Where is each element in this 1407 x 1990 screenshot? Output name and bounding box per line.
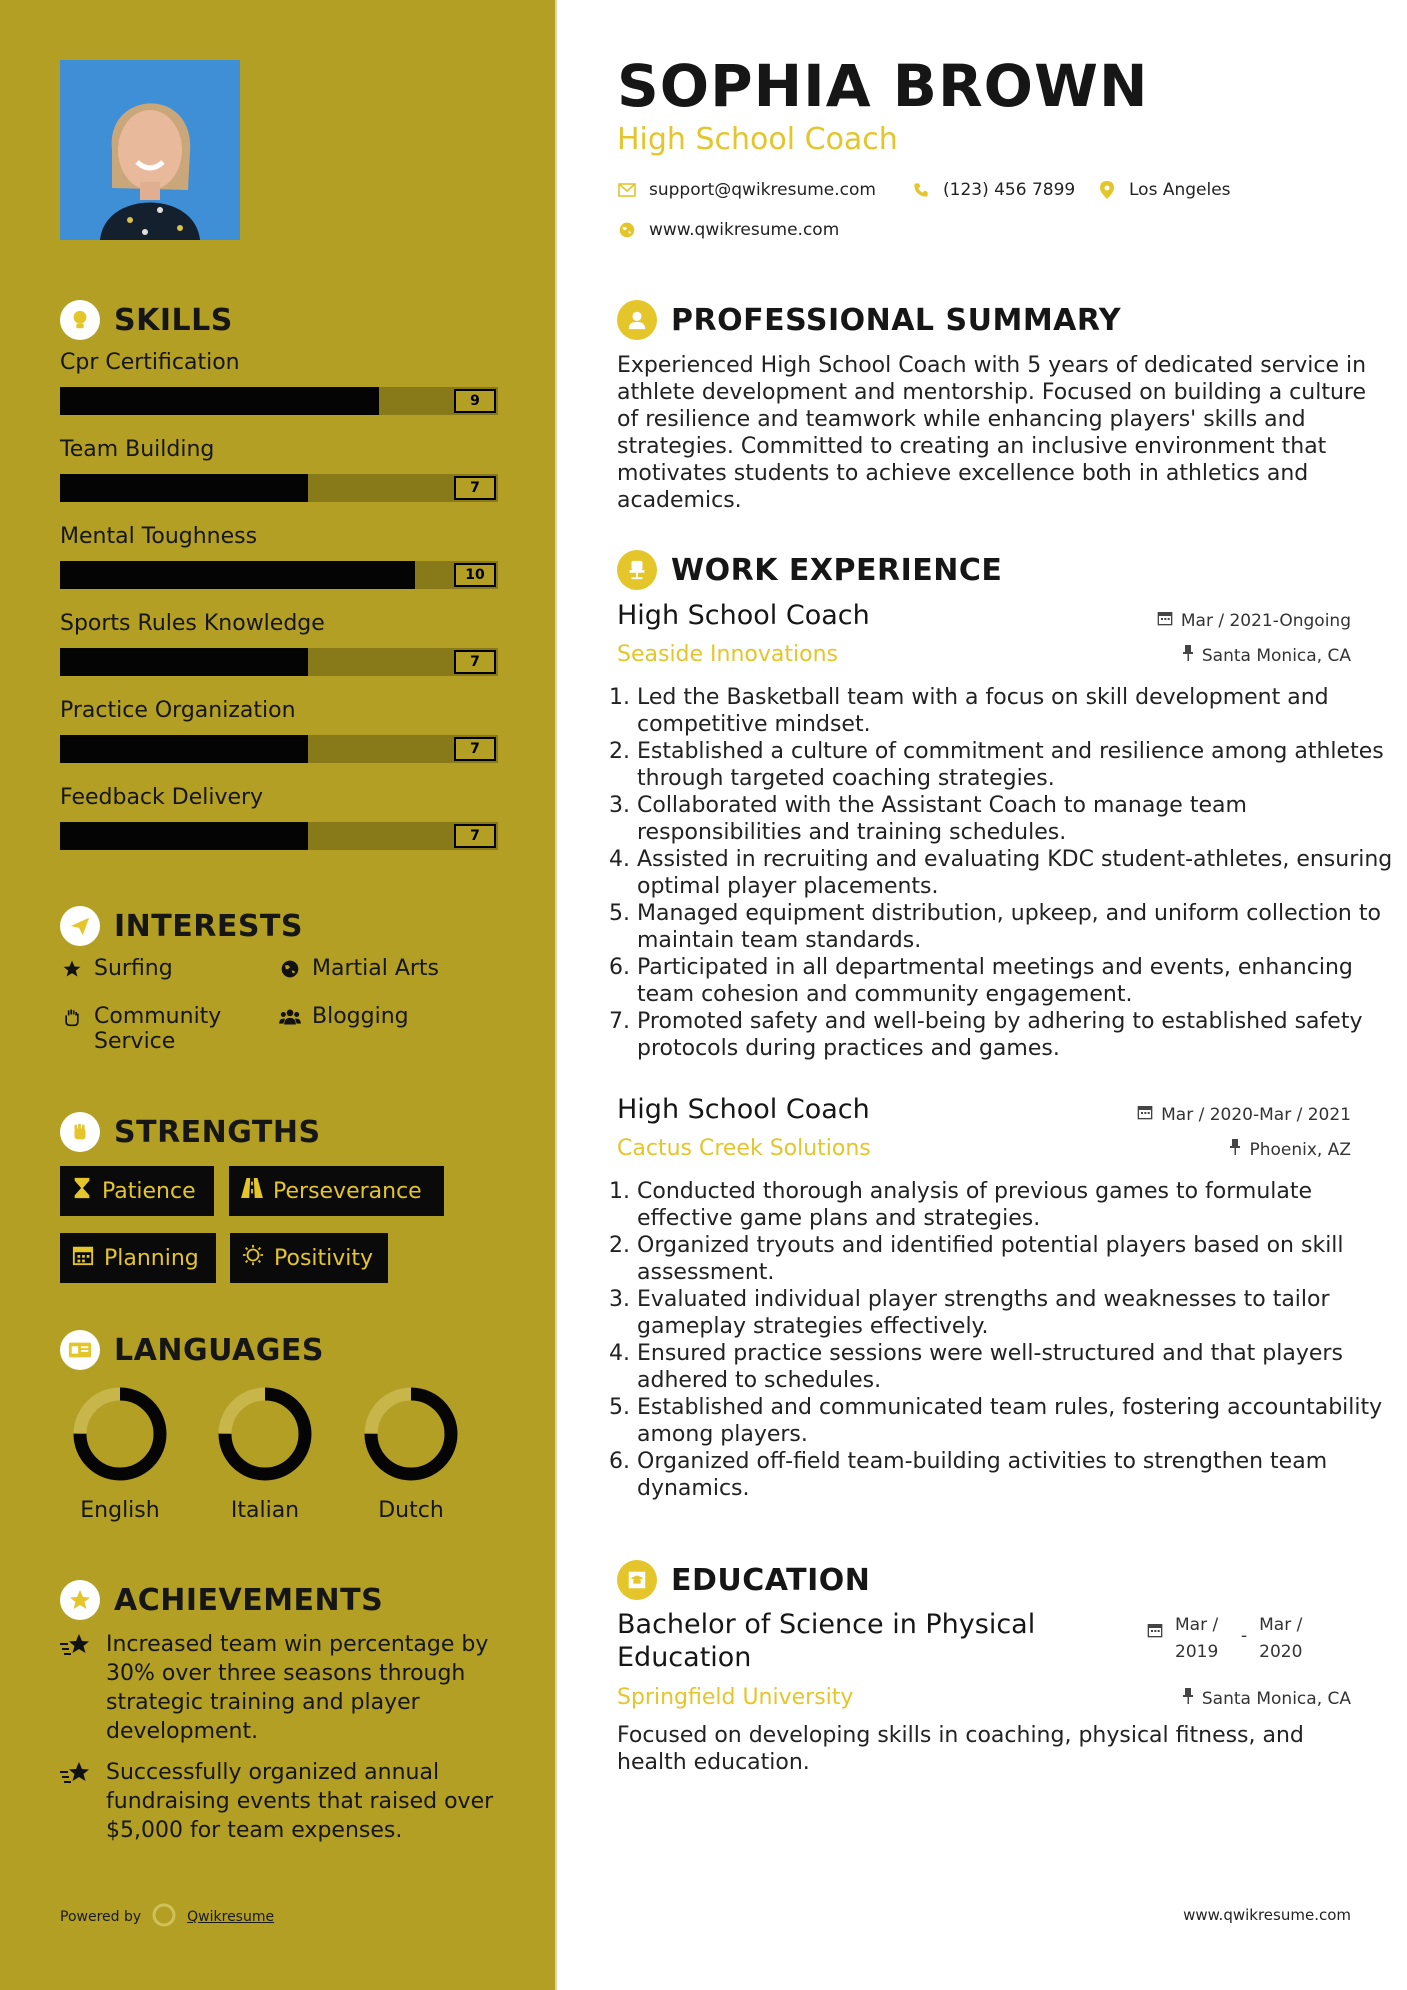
job-dates [1157,610,1351,631]
language-label: Italian [230,1498,300,1523]
achievement-text: Increased team win percentage by 30% over three seasons through strategic training and player development. [106,1632,489,1744]
paper-plane-icon [60,906,100,946]
section-title: INTERESTS [114,908,303,944]
language-item [346,1384,476,1523]
skill-label: Cpr Certification [60,350,240,375]
qwikresume-logo-icon [151,1902,177,1932]
email-text: support@qwikresume.com [649,180,876,200]
phone-text: (123) 456 7899 [943,180,1076,200]
users-icon [278,1004,302,1029]
job-bullet: 6. Organized off-field team-building activities to strengthen team dynamics. [637,1448,1407,1502]
skill-label: Mental Toughness [60,524,258,549]
strength-label: Positivity [274,1245,374,1271]
user-icon [617,300,657,340]
globe-icon [278,956,302,981]
date-separator: - [1241,1626,1248,1646]
calendar-icon [1147,1612,1163,1666]
strength-chip [229,1166,444,1216]
sidebar [0,0,557,1990]
powered-by-label: Powered by [60,1909,142,1925]
interest-label: Surfing [94,956,173,981]
achievements-heading [60,1580,383,1620]
education-dates [1147,1612,1313,1666]
skill-item [60,524,500,589]
job-bullet: 7. Promoted safety and well-being by adhering to established safety protocols during practices and games. [637,1008,1407,1062]
job-bullets [617,684,1407,1062]
section-title: WORK EXPERIENCE [671,552,1003,588]
skill-item [60,698,500,763]
calendar-icon [1137,1104,1153,1125]
skill-item [60,350,500,415]
skill-level: 10 [454,563,496,587]
section-title: ACHIEVEMENTS [114,1582,384,1618]
degree-title: Bachelor of Science in Physical Education [617,1609,1036,1673]
pin-icon [1182,1688,1194,1709]
education-end: Mar / 2020 [1259,1615,1303,1662]
lightbulb-icon [60,300,100,340]
job-bullets [617,1178,1407,1502]
skill-item [60,437,500,502]
strength-label: Perseverance [273,1178,422,1204]
skill-level: 7 [454,824,496,848]
skill-level: 7 [454,737,496,761]
job-location-text: Santa Monica, CA [1201,645,1351,666]
job-dates [1137,1104,1351,1125]
job-bullet: 2. Organized tryouts and identified potential players based on skill assessment. [637,1232,1407,1286]
calendar-icon [72,1244,94,1272]
skills-heading [60,300,233,340]
strength-chip [60,1233,216,1283]
language-label: English [80,1498,160,1523]
interest-label: Martial Arts [312,956,440,981]
education-description: Focused on developing skills in coaching, physical fitness, and health education. [617,1723,1304,1775]
skill-label: Team Building [60,437,215,462]
language-item [55,1384,185,1523]
interest-item [60,1004,250,1054]
section-title: EDUCATION [671,1562,871,1598]
skill-bar [60,474,498,502]
language-label: Dutch [378,1498,444,1523]
contact-phone[interactable] [911,180,1075,200]
job-dates-text: Mar / 2021-Ongoing [1180,610,1351,631]
candidate-role: High School Coach [617,122,898,157]
job-bullet: 2. Established a culture of commitment and resilience among athletes through targeted coaching strategies. [637,738,1407,792]
interest-item [278,956,439,981]
skill-label: Feedback Delivery [60,785,264,810]
skill-bar [60,561,498,589]
achievement-item [60,1630,510,1746]
website-text: www.qwikresume.com [649,220,840,240]
job-bullet: 5. Established and communicated team rules, fostering accountability among players. [637,1394,1407,1448]
graduation-icon [617,1560,657,1600]
job-bullet: 1. Conducted thorough analysis of previous games to formulate effective game plans and strategies. [637,1178,1407,1232]
hand-icon [60,1004,84,1054]
office-chair-icon [617,550,657,590]
map-pin-icon [1097,181,1117,199]
pin-icon [1229,1139,1241,1160]
phone-icon [911,182,931,198]
job-bullet: 6. Participated in all departmental meetings and events, enhancing team cohesion and community engagement. [637,954,1407,1008]
skill-label: Sports Rules Knowledge [60,611,325,636]
shooting-star-icon [60,1630,94,1746]
job-location [1182,645,1351,666]
section-title: STRENGTHS [114,1114,321,1150]
shooting-star-icon [60,1758,94,1845]
section-title: LANGUAGES [114,1332,324,1368]
education-heading [617,1560,870,1600]
contact-location [1097,180,1231,200]
skill-bar-fill [60,648,308,676]
language-donut [215,1384,315,1484]
work-heading [617,550,1002,590]
skill-level: 7 [454,476,496,500]
strength-label: Planning [104,1245,199,1271]
skill-bar-fill [60,561,415,589]
interests-heading [60,906,303,946]
envelope-icon [617,183,637,197]
sun-icon [242,1244,264,1272]
skill-bar-fill [60,735,308,763]
interest-item [278,1004,409,1029]
strength-chip [230,1233,388,1283]
candidate-name: SOPHIA BROWN [617,52,1149,120]
brand-link[interactable]: Qwikresume [187,1909,275,1925]
footer-url[interactable]: www.qwikresume.com [1183,1906,1351,1924]
section-title: PROFESSIONAL SUMMARY [671,302,1122,338]
powered-by [60,1902,274,1932]
language-donut [70,1384,170,1484]
skill-label: Practice Organization [60,698,296,723]
education-location [1182,1688,1351,1709]
achievement-item [60,1758,510,1845]
job-bullet: 4. Ensured practice sessions were well-structured and that players adhered to schedules. [637,1340,1407,1394]
strengths-heading [60,1112,321,1152]
job-bullet: 5. Managed equipment distribution, upkeep, and uniform collection to maintain team standards. [637,900,1407,954]
section-title: SKILLS [114,302,233,338]
interest-item [60,956,173,981]
hourglass-icon [72,1177,92,1205]
job-bullet: 3. Evaluated individual player strengths and weaknesses to tailor gameplay strategies effectively. [637,1286,1407,1340]
job-title: High School Coach [617,600,870,631]
skill-bar [60,735,498,763]
summary-text: Experienced High School Coach with 5 years of dedicated service in athlete development and mentorship. Focused on building a culture of resilience and teamwork while enhancing players' skills and strategies. Committed to creating an inclusive environment that motivates students to achieve excellence both in athletics and academics. [617,353,1367,513]
skill-bar-fill [60,387,379,415]
calendar-icon [1157,610,1173,631]
main-content [557,0,1407,1990]
strength-label: Patience [102,1178,196,1204]
location-text: Los Angeles [1129,180,1231,200]
job-bullet: 1. Led the Basketball team with a focus on skill development and competitive mindset. [637,684,1407,738]
company-name: Cactus Creek Solutions [617,1136,871,1161]
company-name: Seaside Innovations [617,642,838,667]
skill-item [60,611,500,676]
education-start: Mar / 2019 [1175,1615,1219,1662]
skill-bar-fill [60,474,308,502]
summary-heading [617,300,1121,340]
job-bullet: 3. Collaborated with the Assistant Coach to manage team responsibilities and training schedules. [637,792,1407,846]
strength-chip [60,1166,214,1216]
globe-icon [617,222,637,238]
job-bullet: 4. Assisted in recruiting and evaluating KDC student-athletes, ensuring optimal player placements. [637,846,1407,900]
fist-icon [60,1112,100,1152]
job-location [1229,1139,1351,1160]
contact-website[interactable] [617,220,839,240]
skill-level: 9 [454,389,496,413]
skill-item [60,785,500,850]
job-dates-text: Mar / 2020-Mar / 2021 [1161,1104,1351,1125]
job-title: High School Coach [617,1094,870,1125]
achievement-text: Successfully organized annual fundraising events that raised over $5,000 for team expenses. [106,1760,494,1843]
star-badge-icon [60,1580,100,1620]
contact-email[interactable] [617,180,876,200]
skill-level: 7 [454,650,496,674]
skill-bar [60,648,498,676]
skill-bar [60,822,498,850]
skill-bar-fill [60,822,308,850]
star-icon [60,956,84,981]
profile-photo [60,60,240,240]
language-item [200,1384,330,1523]
skill-bar [60,387,498,415]
road-icon [241,1178,263,1204]
languages-heading [60,1330,324,1370]
interest-label: Community Service [94,1004,222,1054]
pin-icon [1182,645,1194,666]
interest-label: Blogging [312,1004,409,1029]
language-icon [60,1330,100,1370]
education-location-text: Santa Monica, CA [1201,1688,1351,1709]
school-name: Springfield University [617,1685,854,1710]
language-donut [361,1384,461,1484]
job-location-text: Phoenix, AZ [1249,1139,1351,1160]
